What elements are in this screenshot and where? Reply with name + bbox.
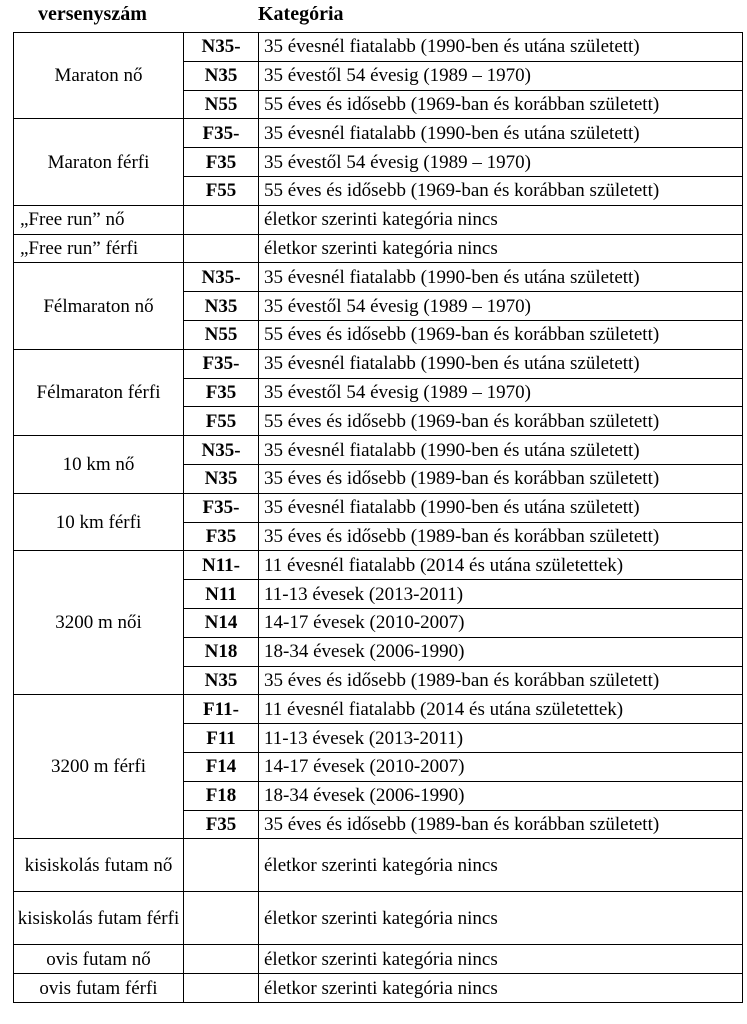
table-row xyxy=(14,263,743,292)
header-category: Kategória xyxy=(258,3,344,25)
category-description: 35 évestől 54 évesig (1989 – 1970) xyxy=(259,292,743,321)
event-name: Félmaraton nő xyxy=(14,263,184,349)
category-code: F35- xyxy=(184,349,259,378)
category-code: N55 xyxy=(184,90,259,119)
category-code xyxy=(184,974,259,1003)
category-code: F35 xyxy=(184,522,259,551)
category-description: 35 éves és idősebb (1989-ban és korábban született) xyxy=(259,464,743,493)
category-code: N35- xyxy=(184,33,259,62)
category-description: életkor szerinti kategória nincs xyxy=(259,974,743,1003)
table-row xyxy=(14,349,743,378)
event-name: 3200 m férfi xyxy=(14,695,184,839)
category-code: N35 xyxy=(184,61,259,90)
category-code: N11 xyxy=(184,580,259,609)
category-description: 11-13 évesek (2013-2011) xyxy=(259,580,743,609)
category-code xyxy=(184,234,259,263)
table-row xyxy=(14,945,743,974)
category-description: 35 éves és idősebb (1989-ban és korábban született) xyxy=(259,666,743,695)
category-code: F35 xyxy=(184,810,259,839)
category-description: 18-34 évesek (2006-1990) xyxy=(259,637,743,666)
category-code xyxy=(184,892,259,945)
category-description: 14-17 évesek (2010-2007) xyxy=(259,752,743,781)
category-description: 35 évesnél fiatalabb (1990-ben és utána született) xyxy=(259,436,743,465)
category-code: N35 xyxy=(184,292,259,321)
category-description: életkor szerinti kategória nincs xyxy=(259,205,743,234)
event-name: kisiskolás futam nő xyxy=(14,839,184,892)
category-description: 11-13 évesek (2013-2011) xyxy=(259,724,743,753)
category-code: F18 xyxy=(184,781,259,810)
table-row xyxy=(14,974,743,1003)
category-code: N35- xyxy=(184,263,259,292)
category-description: 55 éves és idősebb (1969-ban és korábban született) xyxy=(259,320,743,349)
category-code xyxy=(184,839,259,892)
category-description: életkor szerinti kategória nincs xyxy=(259,945,743,974)
table-row xyxy=(14,551,743,580)
category-code: N35 xyxy=(184,666,259,695)
category-code: F11- xyxy=(184,695,259,724)
category-code: F35- xyxy=(184,119,259,148)
header-event: versenyszám xyxy=(38,3,147,25)
category-code: F35- xyxy=(184,493,259,522)
category-code: F55 xyxy=(184,407,259,436)
category-description: 14-17 évesek (2010-2007) xyxy=(259,608,743,637)
event-name: 10 km férfi xyxy=(14,493,184,551)
category-description: 35 évesnél fiatalabb (1990-ben és utána született) xyxy=(259,349,743,378)
category-description: 35 évesnél fiatalabb (1990-ben és utána született) xyxy=(259,119,743,148)
category-description: 35 évestől 54 évesig (1989 – 1970) xyxy=(259,378,743,407)
category-description: 35 éves és idősebb (1989-ban és korábban született) xyxy=(259,522,743,551)
category-code: F11 xyxy=(184,724,259,753)
table-row xyxy=(14,493,743,522)
event-name: „Free run” férfi xyxy=(14,234,184,263)
event-name: ovis futam nő xyxy=(14,945,184,974)
table-row xyxy=(14,205,743,234)
category-description: 35 évestől 54 évesig (1989 – 1970) xyxy=(259,148,743,177)
category-code xyxy=(184,945,259,974)
category-description: 18-34 évesek (2006-1990) xyxy=(259,781,743,810)
table-row xyxy=(14,892,743,945)
category-description: 11 évesnél fiatalabb (2014 és utána születettek) xyxy=(259,551,743,580)
category-code: N35- xyxy=(184,436,259,465)
table-row xyxy=(14,695,743,724)
category-description: 55 éves és idősebb (1969-ban és korábban született) xyxy=(259,176,743,205)
category-description: 35 évesnél fiatalabb (1990-ben és utána született) xyxy=(259,263,743,292)
table-header xyxy=(0,0,747,32)
category-description: 35 évesnél fiatalabb (1990-ben és utána született) xyxy=(259,33,743,62)
category-code xyxy=(184,205,259,234)
event-name: ovis futam férfi xyxy=(14,974,184,1003)
event-name: 10 km nő xyxy=(14,436,184,494)
category-description: 35 évestől 54 évesig (1989 – 1970) xyxy=(259,61,743,90)
category-description: 11 évesnél fiatalabb (2014 és utána születettek) xyxy=(259,695,743,724)
category-description: 55 éves és idősebb (1969-ban és korábban született) xyxy=(259,407,743,436)
category-description: 35 éves és idősebb (1989-ban és korábban született) xyxy=(259,810,743,839)
event-name: Félmaraton férfi xyxy=(14,349,184,435)
category-description: életkor szerinti kategória nincs xyxy=(259,234,743,263)
table-row xyxy=(14,839,743,892)
event-name: Maraton férfi xyxy=(14,119,184,205)
table-row xyxy=(14,119,743,148)
category-code: F14 xyxy=(184,752,259,781)
category-description: 35 évesnél fiatalabb (1990-ben és utána született) xyxy=(259,493,743,522)
event-name: Maraton nő xyxy=(14,33,184,119)
table-row xyxy=(14,33,743,62)
category-code: N18 xyxy=(184,637,259,666)
table-row xyxy=(14,234,743,263)
table-row xyxy=(14,436,743,465)
event-name: kisiskolás futam férfi xyxy=(14,892,184,945)
category-code: N55 xyxy=(184,320,259,349)
category-code: N35 xyxy=(184,464,259,493)
category-table xyxy=(13,32,743,1003)
event-name: „Free run” nő xyxy=(14,205,184,234)
category-code: N14 xyxy=(184,608,259,637)
category-description: 55 éves és idősebb (1969-ban és korábban született) xyxy=(259,90,743,119)
category-code: F55 xyxy=(184,176,259,205)
category-description: életkor szerinti kategória nincs xyxy=(259,892,743,945)
event-name: 3200 m női xyxy=(14,551,184,695)
category-code: F35 xyxy=(184,148,259,177)
category-description: életkor szerinti kategória nincs xyxy=(259,839,743,892)
category-code: N11- xyxy=(184,551,259,580)
category-code: F35 xyxy=(184,378,259,407)
category-table-body xyxy=(14,33,743,1003)
